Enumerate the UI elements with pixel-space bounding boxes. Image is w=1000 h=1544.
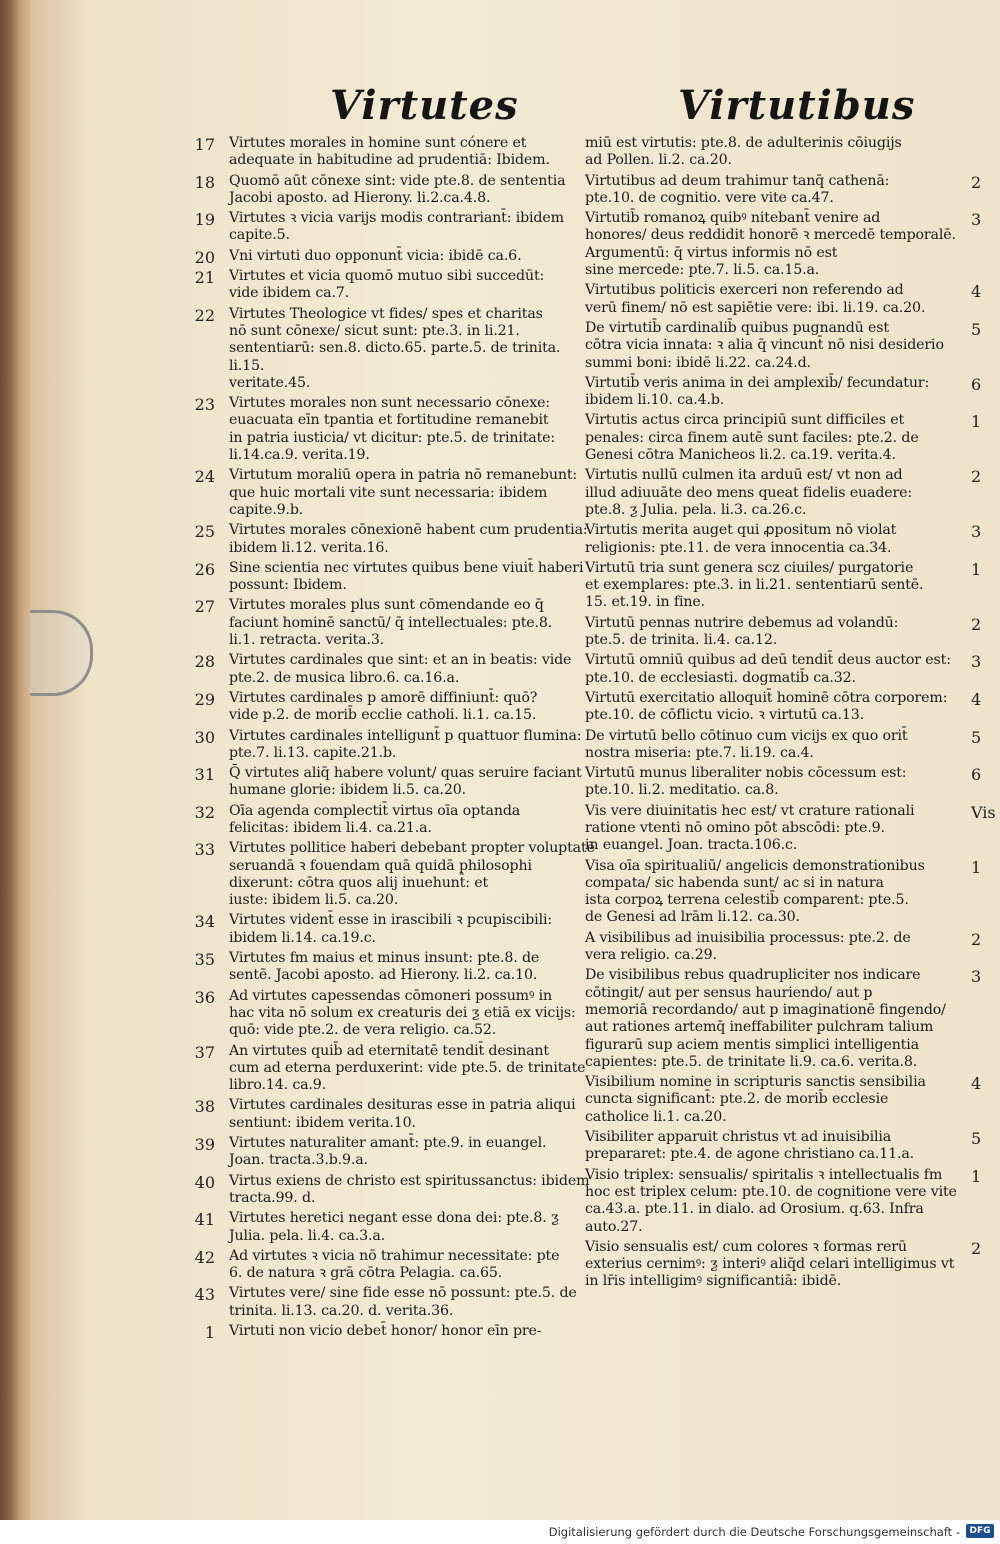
entry-text: Virtutis merita auget qui ꝓpositum nō violat religionis: pte.11. de vera innocentia ca.34.: [585, 522, 897, 556]
entry-number: 34: [194, 912, 215, 932]
entry-text: Virtutū munus liberaliter nobis cōcessum est: pte.10. li.2. meditatio. ca.8.: [585, 765, 907, 799]
entry-text: Virtutes Theologice vt fides/ spes et charitas nō sunt cōnexe/ sicut sunt: pte.3. in li.21. sententiarū: sen.8. dicto.65. parte.5. de trinita. li.15. veritate.45.: [229, 305, 561, 391]
entry-number: 38: [194, 1097, 215, 1117]
entry-number: 30: [194, 727, 215, 747]
running-heading-left: Virtutes: [330, 82, 519, 129]
index-entry: [185, 1323, 595, 1340]
index-entry: [185, 467, 595, 519]
entry-text: Virtutes cardinales intelligunt̄ p quattuor flumina: pte.7. li.13. capite.21.b.: [229, 727, 582, 761]
index-entry: [585, 282, 1000, 317]
index-entry: [185, 1285, 595, 1320]
index-entry: [585, 1167, 1000, 1236]
entry-text: Virtutes vere/ sine fide esse nō possunt: pte.5. de trinita. li.13. ca.20. d. verita.36.: [229, 1285, 577, 1319]
index-entry: [585, 412, 1000, 464]
entry-number: 20: [194, 247, 215, 267]
entry-number: 4: [971, 689, 982, 709]
entry-text: Virtutes heretici negant esse dona dei: pte.8. ƺ Julia. pela. li.4. ca.3.a.: [229, 1210, 559, 1244]
entry-text: Visibiliter apparuit christus vt ad inuisibilia prepararet: pte.4. de agone christiano ca.11.a.: [585, 1129, 915, 1163]
entry-number: 19: [194, 210, 215, 230]
entry-number: 33: [194, 840, 215, 860]
index-entry: [585, 1239, 1000, 1291]
entry-number: 2: [971, 614, 982, 634]
index-entry: [185, 522, 595, 557]
index-entry: [585, 1074, 1000, 1126]
entry-number: 37: [194, 1042, 215, 1062]
entry-text: Virtutes morales in homine sunt cónere et adequate in habitudine ad prudentiā: Ibidem.: [229, 135, 550, 169]
entry-text: Ad virtutes ꝛ vicia nō trahimur necessitate: pte 6. de natura ꝛ grā cōtra Pelagia. ca.65.: [229, 1247, 560, 1282]
entry-text: Virtutes vident̄ esse in irascibili ꝛ pcupiscibili: ibidem li.14. ca.19.c.: [229, 912, 552, 946]
index-entry: [585, 560, 1000, 612]
index-entry: [585, 522, 1000, 557]
entry-text: Virtuti non vicio debet̄ honor/ honor eīn pre-: [229, 1323, 542, 1339]
entry-text: Virtutes fm maius et minus insunt: pte.8. de sentē. Jacobi aposto. ad Hierony. li.2. ca.10.: [229, 950, 540, 984]
entry-number: 1: [971, 412, 982, 432]
entry-number: 2: [971, 1238, 982, 1258]
entry-number: 2: [971, 467, 982, 487]
index-entry: [185, 803, 595, 838]
entry-number: 21: [194, 268, 215, 288]
entry-text: Virtutes et vicia quomō mutuo sibi succedūt: vide ibidem ca.7.: [229, 268, 545, 302]
entry-number: 1: [971, 1166, 982, 1186]
index-entry: [585, 967, 1000, 1071]
entry-number: 27: [194, 597, 215, 617]
entry-text: Ad virtutes capessendas cōmoneri possumꝰ in hac vita nō solum ex creaturis dei ƺ etiā ex vicijs: quō: vide pte.2. de vera religio. ca.52.: [229, 987, 576, 1039]
index-entry: [585, 210, 1000, 279]
funding-credit: Digitalisierung gefördert durch die Deutsche Forschungsgemeinschaft -: [548, 1525, 960, 1539]
index-column-left: [185, 135, 595, 1343]
index-entry: [585, 1129, 1000, 1164]
index-entry: [585, 375, 1000, 410]
entry-number: 25: [194, 522, 215, 542]
index-entry: [185, 306, 595, 392]
index-entry: [585, 135, 1000, 170]
entry-number: 28: [194, 652, 215, 672]
index-entry: [185, 1248, 595, 1283]
entry-text: Virtutibus ad deum trahimur tanq̄ cathenā: pte.10. de cognitio. vere vite ca.47.: [585, 172, 890, 206]
index-entry: [185, 765, 595, 800]
index-entry: [185, 840, 595, 909]
entry-text: Virtutes ꝛ vicia varijs modis contrariant̄: ibidem capite.5.: [229, 210, 564, 244]
entry-number: 3: [971, 652, 982, 672]
entry-text: Virtutes morales plus sunt cōmendande eo q̄ faciunt hominē sanctū/ q̄ intellectuales: pte.8. li.1. retracta. verita.3.: [229, 597, 553, 649]
entry-number: 23: [194, 395, 215, 415]
entry-number: 35: [194, 950, 215, 970]
entry-number: 3: [971, 967, 982, 987]
entry-number: 5: [971, 727, 982, 747]
entry-number: 24: [194, 467, 215, 487]
entry-text: Virtus exiens de christo est spiritussanctus: ibidem tracta.99. d.: [229, 1172, 590, 1206]
index-entry: [185, 988, 595, 1040]
index-entry: [585, 467, 1000, 519]
entry-number: 6: [971, 765, 982, 785]
index-entry: [185, 248, 595, 265]
entry-number: 40: [194, 1172, 215, 1192]
entry-number: 41: [194, 1210, 215, 1230]
entry-number: 3: [971, 522, 982, 542]
entry-text: Visibilium nomine in scripturis sanctis sensibilia cuncta significant̄: pte.2. de morib̄ ecclesie catholice li.1. ca.20.: [585, 1074, 926, 1125]
entry-text: Vni virtuti duo opponunt̄ vicia: ibidē ca.6.: [229, 247, 522, 264]
index-entry: [185, 210, 595, 245]
index-entry: [585, 803, 1000, 855]
entry-number: 42: [194, 1247, 215, 1267]
entry-text: Virtutes cardinales p amorē diffiniunt̄: quō? vide p.2. de morib̄ ecclie catholi. li.1. ca.15.: [229, 689, 538, 724]
entry-number: 31: [194, 765, 215, 785]
entry-number: 26: [194, 559, 215, 579]
index-entry: [185, 1173, 595, 1208]
entry-number: Vis: [971, 802, 996, 822]
entry-text: Virtutis actus circa principiū sunt difficiles et penales: circa finem autē sunt faciles: pte.2. de Genesi cōtra Manicheos li.2. ca.19. verita.4.: [585, 412, 919, 464]
entry-text: De virtutib̄ cardinalib̄ quibus pugnandū est cōtra vicia innata: ꝛ alia q̄ vincunt̄ nō nisi desiderio summi boni: ibidē li.22. ca.24.d.: [585, 319, 944, 371]
index-entry: [185, 395, 595, 464]
index-entry: [585, 320, 1000, 372]
entry-text: Oīa agenda complectit̄ virtus oīa optanda felicitas: ibidem li.4. ca.21.a.: [229, 802, 521, 836]
entry-text: Virtutes pollitice haberi debebant propter voluptatē seruandā ꝛ fouendam quā quidā philosophi dixerunt: cōtra quos alij inuehunt̄: et iuste: ibidem li.5. ca.20.: [229, 840, 595, 909]
entry-text: Virtutū tria sunt genera scz ciuiles/ purgatorie et exemplares: pte.3. in li.21. sententiarū sentē. 15. et.19. in fine.: [585, 559, 924, 611]
entry-text: Virtutis nullū culmen ita arduū est/ vt non ad illud adiuuāte deo mens queat fidelis euadere: pte.8. ƺ Julia. pela. li.3. ca.26.c.: [585, 467, 913, 518]
entry-number: 1: [971, 857, 982, 877]
entry-text: Virtutū exercitatio alloquit̄ hominē cōtra corporem: pte.10. de cōflictu vicio. ꝛ virtutū ca.13.: [585, 689, 948, 724]
entry-text: Virtutib̄ romanoꝝ quibꝰ nitebant̄ venire ad honores/ deus reddidit honorē ꝛ mercedē temporalē. Argumentū: q̄ virtus informis nō est sine mercede: pte.7. li.5. ca.15.a.: [585, 210, 956, 279]
entry-number: 2: [971, 929, 982, 949]
index-entry: [585, 173, 1000, 208]
entry-number: 39: [194, 1135, 215, 1155]
entry-text: Virtutes cardinales desituras esse in patria aliqui sentiunt: ibidem verita.10.: [229, 1097, 576, 1131]
entry-text: Virtutes morales non sunt necessario cōnexe: euacuata eīn tpantia et fortitudine remanebit in patria iusticia/ vt dicitur: pte.5. de trinitate: li.14.ca.9. verita.19.: [229, 395, 556, 464]
index-entry: [585, 728, 1000, 763]
running-heading-right: Virtutibus: [678, 82, 916, 129]
index-entry: [185, 135, 595, 170]
entry-text: Vis vere diuinitatis hec est/ vt crature rationali ratione vtenti nō omino pōt abscōdi: pte.9. in euangel. Joan. tracta.106.c.: [585, 802, 915, 854]
entry-number: 1: [971, 559, 982, 579]
index-entry: [185, 728, 595, 763]
index-entry: [185, 1097, 595, 1132]
entry-text: miū est virtutis: pte.8. de adulterinis cōiugijs ad Pollen. li.2. ca.20.: [585, 135, 902, 169]
entry-number: 2: [971, 172, 982, 192]
index-entry: [585, 930, 1000, 965]
entry-number: 3: [971, 210, 982, 230]
entry-number: 18: [194, 172, 215, 192]
entry-text: An virtutes quib̄ ad eternitatē tendit̄ desinant cum ad eterna perduxerint: vide pte.5. de trinitate libro.14. ca.9.: [229, 1042, 586, 1094]
entry-number: 36: [194, 987, 215, 1007]
index-entry: [185, 1210, 595, 1245]
book-page: [30, 0, 1000, 1520]
entry-text: De virtutū bello cōtinuo cum vicijs ex quo orit̄ nostra miseria: pte.7. li.19. ca.4.: [585, 727, 908, 761]
entry-text: Visa oīa spiritualiū/ angelicis demonstrationibus compata/ sic habenda sunt/ ac si in natura ista corpoꝝ terrena celestib̄ comparent: pte.5. de Genesi ad lrām li.12. ca.30.: [585, 857, 925, 926]
entry-text: Virtutū omniū quibus ad deū tendit̄ deus auctor est: pte.10. de ecclesiasti. dogmatib̄ ca.32.: [585, 652, 951, 686]
index-entry: [185, 173, 595, 208]
paper-clip: [30, 610, 93, 696]
index-entry: [185, 597, 595, 649]
entry-number: 4: [971, 282, 982, 302]
entry-number: 17: [194, 135, 215, 154]
entry-number: 5: [971, 1129, 982, 1149]
entry-text: Virtutū pennas nutrire debemus ad volandū: pte.5. de trinita. li.4. ca.12.: [585, 614, 899, 649]
index-entry: [185, 652, 595, 687]
entry-number: 5: [971, 319, 982, 339]
entry-text: Virtutibus politicis exerceri non referendo ad verū finem/ nō est sapiētie vere: ibi. li.19. ca.20.: [585, 282, 926, 316]
entry-number: 32: [194, 802, 215, 822]
entry-text: Visio sensualis est/ cum colores ꝛ formas rerū exterius cernimꝰ: ƺ interiꝰ aliq̄d celari intelligimus vt in lr̄is intelligimꝰ significantiā: ibidē.: [585, 1238, 955, 1290]
index-entry: [585, 690, 1000, 725]
entry-text: Virtutib̄ veris anima in dei amplexib̄/ fecundatur: ibidem li.10. ca.4.b.: [585, 374, 930, 409]
entry-text: Q̄ virtutes aliq̄ habere volunt/ quas seruire faciant humane glorie: ibidem li.5. ca.20.: [229, 765, 582, 799]
index-entry: [185, 1043, 595, 1095]
entry-text: Sine scientia nec virtutes quibus bene viuit̄ haberi possunt: Ibidem.: [229, 559, 584, 594]
entry-number: 6: [971, 374, 982, 394]
footer-bar: [0, 1520, 1000, 1544]
index-entry: [585, 765, 1000, 800]
entry-text: Virtutes cardinales que sint: et an in beatis: vide pte.2. de musica libro.6. ca.16.a.: [229, 652, 572, 686]
entry-number: 4: [971, 1074, 982, 1094]
index-entry: [185, 1135, 595, 1170]
index-entry: [585, 652, 1000, 687]
entry-text: Virtutes morales cōnexionē habent cum prudentia: ibidem li.12. verita.16.: [229, 522, 588, 556]
entry-text: Quomō aūt cōnexe sint: vide pte.8. de sententia Jacobi aposto. ad Hierony. li.2.ca.4.8.: [229, 172, 566, 206]
index-column-right: [585, 135, 1000, 1294]
entry-number: 22: [194, 305, 215, 325]
entry-number: 43: [194, 1285, 215, 1305]
entry-text: Virtutes naturaliter amant̄: pte.9. in euangel. Joan. tracta.3.b.9.a.: [229, 1135, 547, 1169]
dfg-logo: DFG: [966, 1524, 994, 1538]
entry-text: A visibilibus ad inuisibilia processus: pte.2. de vera religio. ca.29.: [585, 929, 911, 964]
index-entry: [185, 690, 595, 725]
index-entry: [185, 268, 595, 303]
index-entry: [185, 912, 595, 947]
entry-number: 29: [194, 689, 215, 709]
index-entry: [585, 615, 1000, 650]
entry-text: De visibilibus rebus quadrupliciter nos indicare cōtingit/ aut per sensus hauriendo/ aut p memoriā recordando/ aut p imaginationē fingendo/ aut rationes artemq̄ ineffabiliter pulchram talium figurarū sup aciem mentis simplici intelligentia capientes: pte.5. de trinitate li.9. ca.6. verita.8.: [585, 967, 946, 1070]
index-entry: [185, 560, 595, 595]
entry-text: Virtutum moraliū opera in patria nō remanebunt: que huic mortali vite sunt necessaria: ibidem capite.9.b.: [229, 467, 577, 518]
entry-number: 1: [204, 1323, 215, 1342]
entry-text: Visio triplex: sensualis/ spiritalis ꝛ intellectualis fm hoc est triplex celum: pte.10. de cognitione vere vite ca.43.a. pte.11. in dialo. ad Orosium. q.63. Infra auto.27.: [585, 1166, 957, 1235]
index-entry: [185, 950, 595, 985]
index-entry: [585, 858, 1000, 927]
